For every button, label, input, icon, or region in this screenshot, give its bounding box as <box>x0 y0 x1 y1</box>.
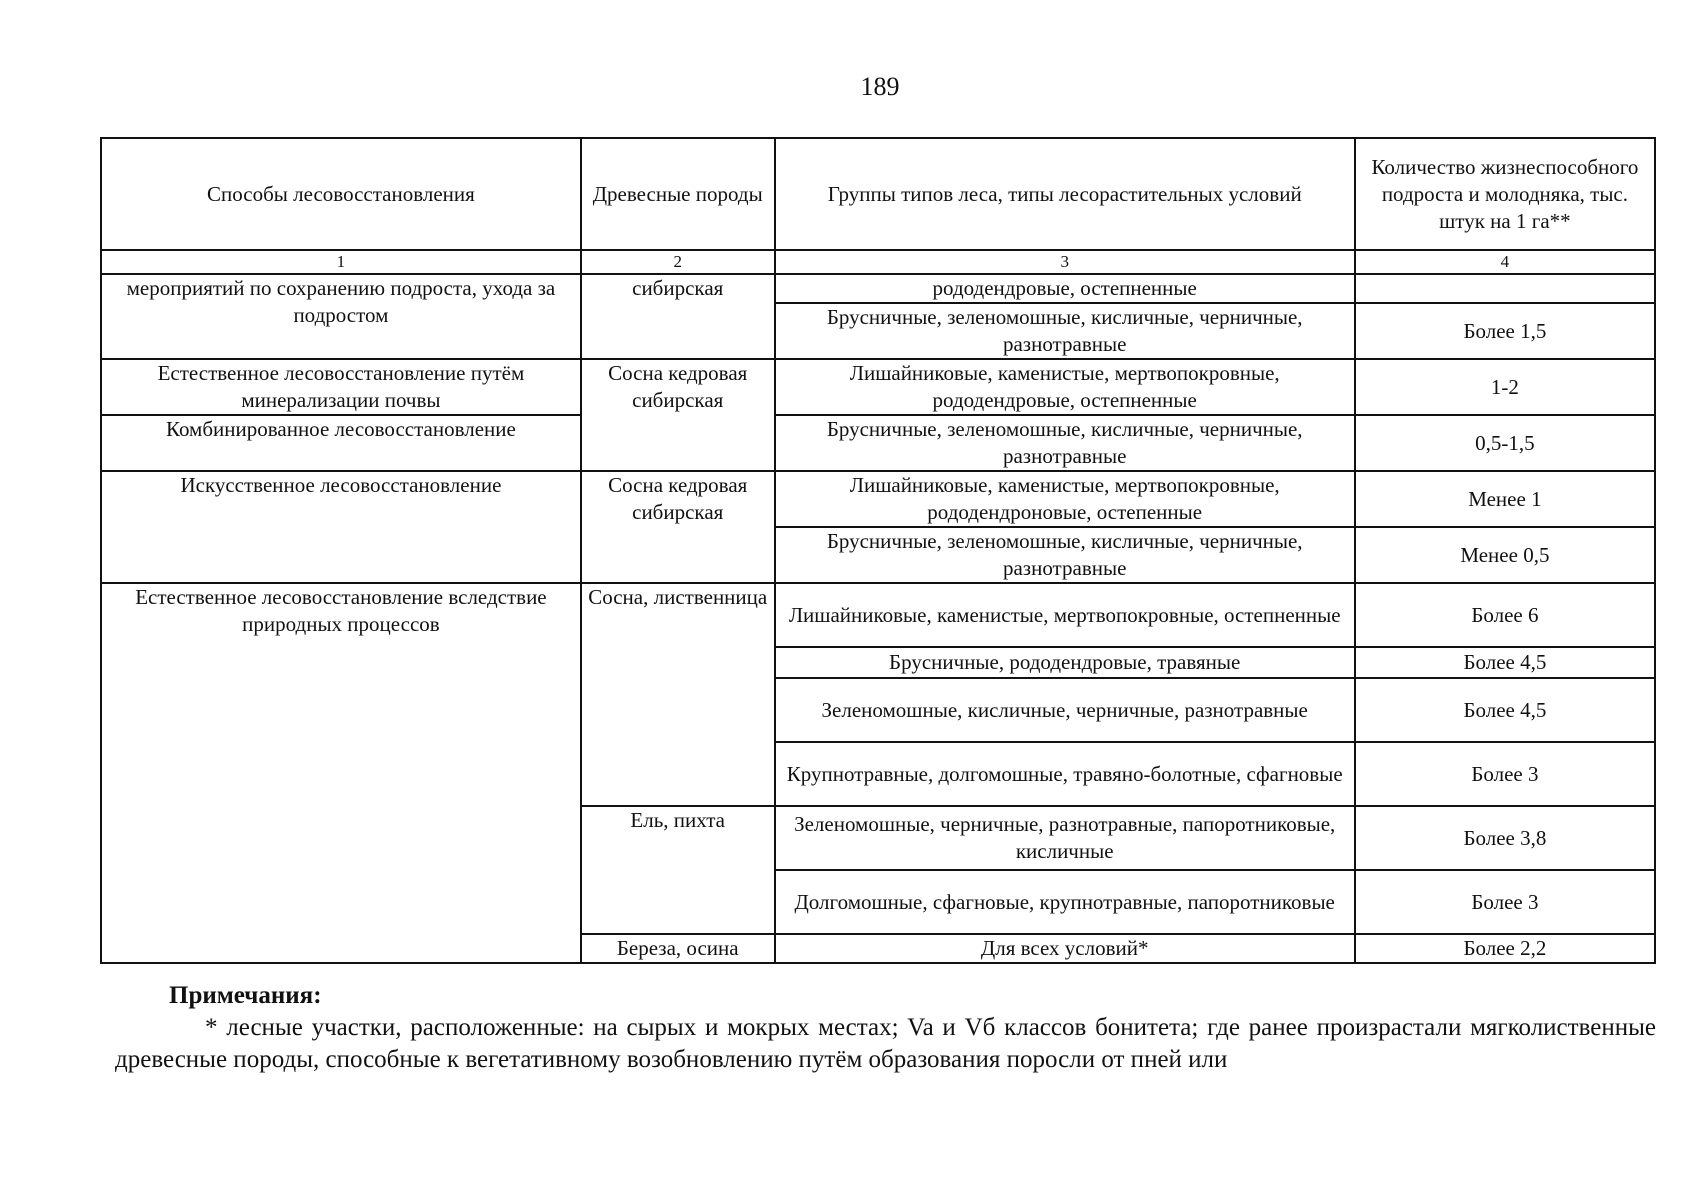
quantity-cell: Более 1,5 <box>1355 303 1655 359</box>
notes-section <box>115 980 1656 1076</box>
quantity-cell: Менее 0,5 <box>1355 527 1655 583</box>
forest-type-cell: Брусничные, зеленомошные, кисличные, черничные, разнотравные <box>775 527 1355 583</box>
method-cell: Комбинированное лесовосстановление <box>101 415 581 471</box>
quantity-cell: Менее 1 <box>1355 471 1655 527</box>
forest-type-cell: Долгомошные, сфагновые, крупнотравные, папоротниковые <box>775 870 1355 934</box>
column-number: 4 <box>1355 250 1655 274</box>
column-number: 3 <box>775 250 1355 274</box>
header-quantity: Количество жизнеспособного подроста и молодняка, тыс. штук на 1 га** <box>1355 138 1655 250</box>
method-cell: Естественное лесовосстановление путём минерализации почвы <box>101 359 581 415</box>
method-cell: мероприятий по сохранению подроста, ухода за подростом <box>101 274 581 359</box>
quantity-cell: Более 4,5 <box>1355 678 1655 742</box>
forest-type-cell: Брусничные, рододендровые, травяные <box>775 647 1355 678</box>
forest-type-cell: Крупнотравные, долгомошные, травяно-болотные, сфагновые <box>775 742 1355 806</box>
forest-type-cell: рододендровые, остепненные <box>775 274 1355 303</box>
quantity-cell: Более 3 <box>1355 870 1655 934</box>
species-cell: Сосна, лиственница <box>581 583 775 806</box>
header-species: Древесные породы <box>581 138 775 250</box>
species-cell: Береза, осина <box>581 934 775 963</box>
quantity-cell: 0,5-1,5 <box>1355 415 1655 471</box>
quantity-cell: Более 3,8 <box>1355 806 1655 870</box>
table-row <box>101 583 1655 647</box>
reforestation-table <box>100 137 1656 964</box>
header-methods: Способы лесовосстановления <box>101 138 581 250</box>
table-row <box>101 274 1655 303</box>
notes-text: * лесные участки, расположенные: на сырых и мокрых местах; Va и Vб классов бонитета; где ранее произрастали мягколиственные древесные породы, способные к вегетативному возобновлению путём образования поросли от пней или <box>115 1014 1656 1073</box>
column-number: 2 <box>581 250 775 274</box>
species-cell: Сосна кедровая сибирская <box>581 359 775 471</box>
forest-type-cell: Зеленомошные, черничные, разнотравные, папоротниковые, кисличные <box>775 806 1355 870</box>
method-cell: Искусственное лесовосстановление <box>101 471 581 583</box>
quantity-cell: Более 4,5 <box>1355 647 1655 678</box>
quantity-cell <box>1355 274 1655 303</box>
quantity-cell: Более 2,2 <box>1355 934 1655 963</box>
column-number: 1 <box>101 250 581 274</box>
table-header-row <box>101 138 1655 250</box>
species-cell: Сосна кедровая сибирская <box>581 471 775 583</box>
page-number: 189 <box>860 72 900 101</box>
species-cell: Ель, пихта <box>581 806 775 934</box>
forest-type-cell: Лишайниковые, каменистые, мертвопокровные, рододендровые, остепненные <box>775 359 1355 415</box>
forest-type-cell: Для всех условий* <box>775 934 1355 963</box>
forest-type-cell: Лишайниковые, каменистые, мертвопокровные, остепненные <box>775 583 1355 647</box>
header-forest-types: Группы типов леса, типы лесорастительных условий <box>775 138 1355 250</box>
forest-type-cell: Зеленомошные, кисличные, черничные, разнотравные <box>775 678 1355 742</box>
forest-type-cell: Брусничные, зеленомошные, кисличные, черничные, разнотравные <box>775 303 1355 359</box>
forest-type-cell: Лишайниковые, каменистые, мертвопокровные, рододендроновые, остепенные <box>775 471 1355 527</box>
notes-title: Примечания: <box>169 982 322 1009</box>
table-row <box>101 415 1655 471</box>
table-row <box>101 359 1655 415</box>
quantity-cell: Более 6 <box>1355 583 1655 647</box>
method-cell: Естественное лесовосстановление вследствие природных процессов <box>101 583 581 963</box>
species-cell: сибирская <box>581 274 775 359</box>
quantity-cell: Более 3 <box>1355 742 1655 806</box>
forest-type-cell: Брусничные, зеленомошные, кисличные, черничные, разнотравные <box>775 415 1355 471</box>
table-row <box>101 471 1655 527</box>
quantity-cell: 1-2 <box>1355 359 1655 415</box>
column-numbers-row <box>101 250 1655 274</box>
